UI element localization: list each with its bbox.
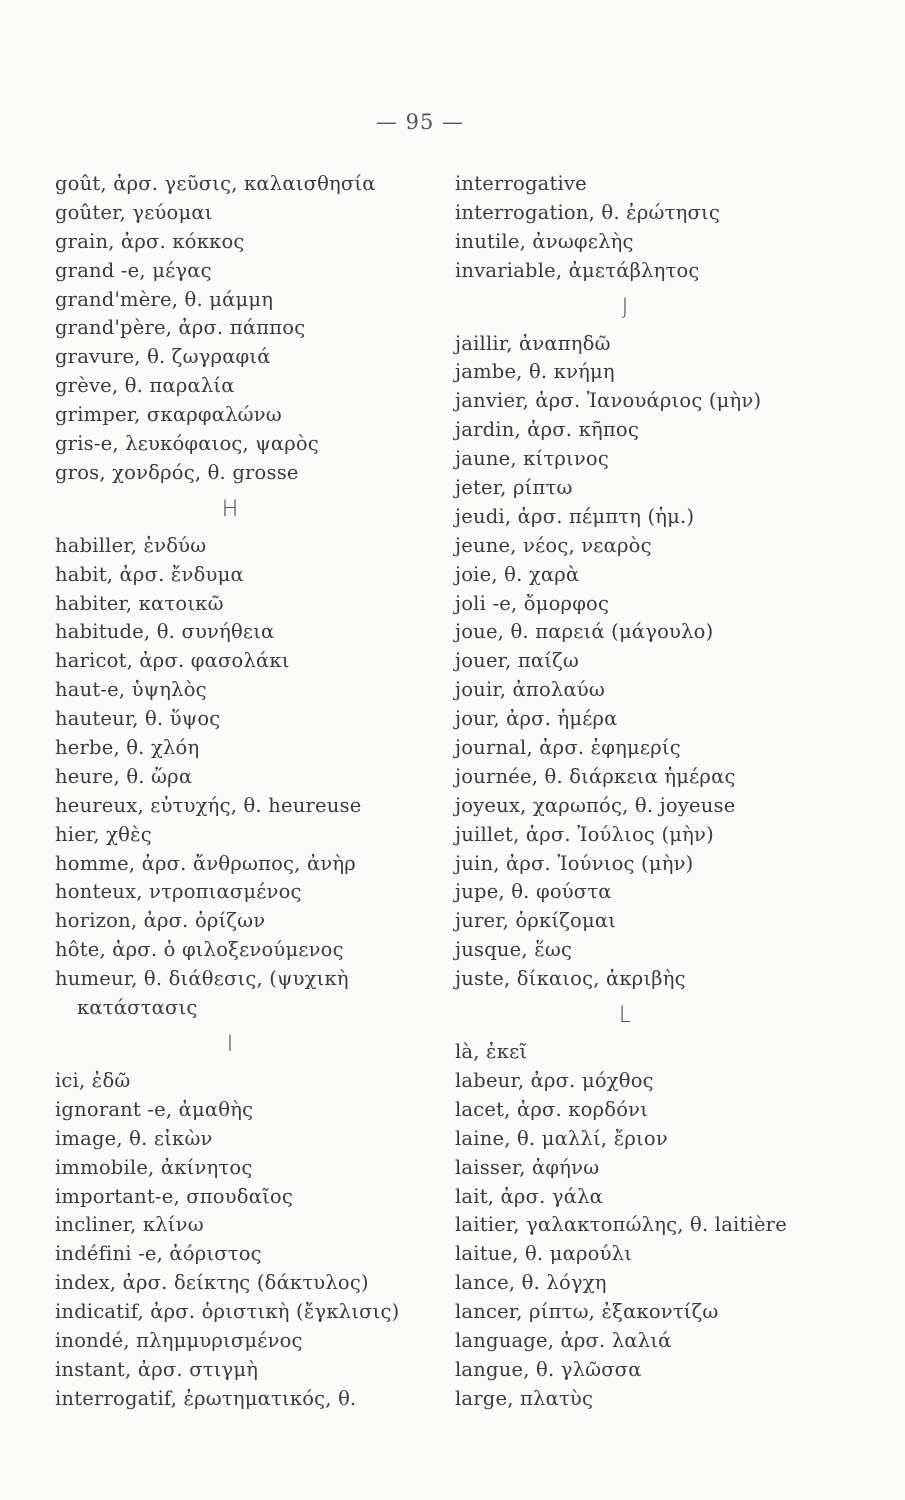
dictionary-entry: heureux, εὐτυχής, θ. heureuse [55, 793, 362, 817]
page-number: — 95 — [375, 110, 465, 134]
dictionary-entry: hier, χθὲς [55, 822, 152, 846]
dictionary-entry: humeur, θ. διάθεσις, (ψυχικὴ [55, 967, 349, 991]
dictionary-entry: laine, θ. μαλλί, ἔριον [455, 1126, 668, 1150]
section-letter-j: J [621, 294, 629, 320]
dictionary-entry: jaune, κίτρινος [455, 447, 609, 471]
dictionary-entry: joli -e, ὄμορφος [455, 591, 610, 615]
dictionary-entry: index, ἀρσ. δείκτης (δάκτυλος) [55, 1271, 369, 1295]
dictionary-entry: jupe, θ. φούστα [455, 880, 612, 904]
dictionary-entry: jardin, ἀρσ. κῆπος [455, 418, 639, 442]
dictionary-entry: juin, ἀρσ. Ἰούνιος (μὴν) [455, 851, 694, 875]
dictionary-entry: indicatif, ἀρσ. ὁριστικὴ (ἔγκλισις) [55, 1300, 400, 1324]
dictionary-entry: instant, ἀρσ. στιγμὴ [55, 1357, 259, 1381]
dictionary-entry: joyeux, χαρωπός, θ. joyeuse [455, 793, 736, 817]
dictionary-entry: inutile, ἀνωφελὴς [455, 229, 634, 253]
dictionary-entry: grand'mère, θ. μάμμη [55, 287, 274, 311]
dictionary-entry: laisser, ἀφήνω [455, 1155, 600, 1179]
dictionary-entry: habitude, θ. συνήθεια [55, 620, 275, 644]
dictionary-entry: hôte, ἀρσ. ὁ φιλοξενούμενος [55, 938, 344, 962]
dictionary-entry: jaillir, ἀναπηδῶ [455, 331, 611, 355]
h-section [55, 532, 415, 1023]
i-section-continued [455, 170, 835, 286]
dictionary-entry: hauteur, θ. ὕψος [55, 707, 221, 731]
dictionary-entry: lacet, ἀρσ. κορδόνι [455, 1097, 649, 1121]
dictionary-entry: important-e, σπουδαῖος [55, 1184, 293, 1208]
dictionary-entry: goûter, γεύομαι [55, 200, 213, 224]
dictionary-entry: gros, χονδρός, θ. grosse [55, 460, 299, 484]
dictionary-entry: jouir, ἀπολαύω [455, 678, 605, 702]
dictionary-entry: haricot, ἀρσ. φασολάκι [55, 649, 290, 673]
dictionary-entry: juillet, ἀρσ. Ἰούλιος (μὴν) [455, 822, 714, 846]
dictionary-entry: juste, δίκαιος, ἀκριβὴς [455, 967, 686, 991]
dictionary-entry: lance, θ. λόγχη [455, 1271, 607, 1295]
dictionary-entry: laitue, θ. μαρούλι [455, 1242, 633, 1266]
dictionary-entry: gravure, θ. ζωγραφιά [55, 345, 271, 369]
dictionary-entry: joue, θ. παρειά (μάγουλο) [455, 620, 714, 644]
dictionary-entry: goût, ἀρσ. γεῦσις, καλαισθησία [55, 172, 376, 195]
dictionary-entry: grève, θ. παραλία [55, 374, 235, 398]
dictionary-entry: langue, θ. γλῶσσα [455, 1357, 642, 1381]
dictionary-entry: journal, ἀρσ. ἐφημερίς [455, 736, 681, 760]
dictionary-entry: journée, θ. διάρκεια ἡμέρας [455, 764, 736, 788]
dictionary-entry: immobile, ἀκίνητος [55, 1155, 253, 1179]
dictionary-entry: homme, ἀρσ. ἄνθρωπος, ἀνὴρ [55, 851, 356, 875]
dictionary-entry: grimper, σκαρφαλώνω [55, 403, 282, 427]
dictionary-entry: jurer, ὁρκίζομαι [455, 909, 617, 933]
dictionary-entry: incliner, κλίνω [55, 1213, 204, 1237]
g-section [55, 170, 415, 488]
dictionary-entry: joie, θ. χαρὰ [455, 562, 580, 586]
right-column [455, 170, 835, 1414]
dictionary-entry: horizon, ἀρσ. ὁρίζων [55, 909, 266, 933]
dictionary-entry: herbe, θ. χλόη [55, 736, 200, 760]
dictionary-entry: habiller, ἐνδύω [55, 533, 207, 557]
dictionary-entry: haut-e, ὑψηλὸς [55, 678, 207, 702]
dictionary-entry-continuation: κατάστασις [77, 996, 198, 1020]
section-letter-h: H [221, 496, 239, 522]
dictionary-entry: jambe, θ. κνήμη [455, 360, 615, 384]
dictionary-entry: gris-e, λευκόφαιος, ψαρὸς [55, 432, 319, 456]
dictionary-entry: jusque, ἕως [455, 938, 573, 962]
dictionary-entry: janvier, ἀρσ. Ἰανουάριος (μὴν) [455, 389, 762, 413]
i-section [55, 1067, 415, 1414]
left-column [55, 170, 415, 1414]
dictionary-entry: jouer, παίζω [455, 649, 579, 673]
dictionary-entry: jour, ἀρσ. ἡμέρα [455, 707, 618, 731]
j-section [455, 330, 835, 994]
dictionary-entry: language, ἀρσ. λαλιά [455, 1328, 672, 1352]
dictionary-entry: jeudi, ἀρσ. πέμπτη (ἡμ.) [455, 504, 695, 528]
dictionary-entry: lait, ἀρσ. γάλα [455, 1184, 604, 1208]
dictionary-entry: grand -e, μέγας [55, 258, 212, 282]
dictionary-entry: grand'père, ἀρσ. πάππος [55, 316, 306, 340]
dictionary-entry: invariable, ἀμετάβλητος [455, 258, 700, 282]
dictionary-entry: inondé, πλημμυρισμένος [55, 1328, 303, 1352]
dictionary-entry: interrogative [455, 172, 587, 195]
dictionary-entry: là, ἐκεῖ [455, 1040, 528, 1064]
dictionary-entry: ici, ἐδῶ [55, 1068, 131, 1092]
dictionary-entry: habit, ἀρσ. ἔνδυμα [55, 562, 244, 586]
dictionary-entry: indéfini -e, ἀόριστος [55, 1242, 262, 1266]
section-letter-i: I [226, 1031, 234, 1057]
dictionary-entry: ignorant -e, ἀμαθὴς [55, 1097, 254, 1121]
dictionary-entry: labeur, ἀρσ. μόχθος [455, 1068, 654, 1092]
dictionary-entry: image, θ. εἰκὼν [55, 1126, 213, 1150]
dictionary-entry: honteux, ντροπιασμένος [55, 880, 302, 904]
l-section [455, 1038, 835, 1414]
section-letter-l: L [618, 1003, 632, 1029]
dictionary-entry: jeune, νέος, νεαρὸς [455, 533, 652, 557]
dictionary-entry: laitier, γαλακτοπώλης, θ. laitière [455, 1213, 787, 1237]
dictionary-entry: grain, ἀρσ. κόκκος [55, 229, 245, 253]
dictionary-entry: heure, θ. ὥρα [55, 764, 193, 788]
dictionary-entry: large, πλατὺς [455, 1386, 594, 1410]
dictionary-entry: habiter, κατοικῶ [55, 591, 224, 615]
dictionary-entry: interrogatif, ἐρωτηματικός, θ. [55, 1386, 357, 1410]
dictionary-entry: interrogation, θ. ἐρώτησις [455, 200, 720, 224]
dictionary-entry: jeter, ρίπτω [455, 476, 573, 500]
dictionary-entry: lancer, ρίπτω, ἐξακοντίζω [455, 1300, 719, 1324]
